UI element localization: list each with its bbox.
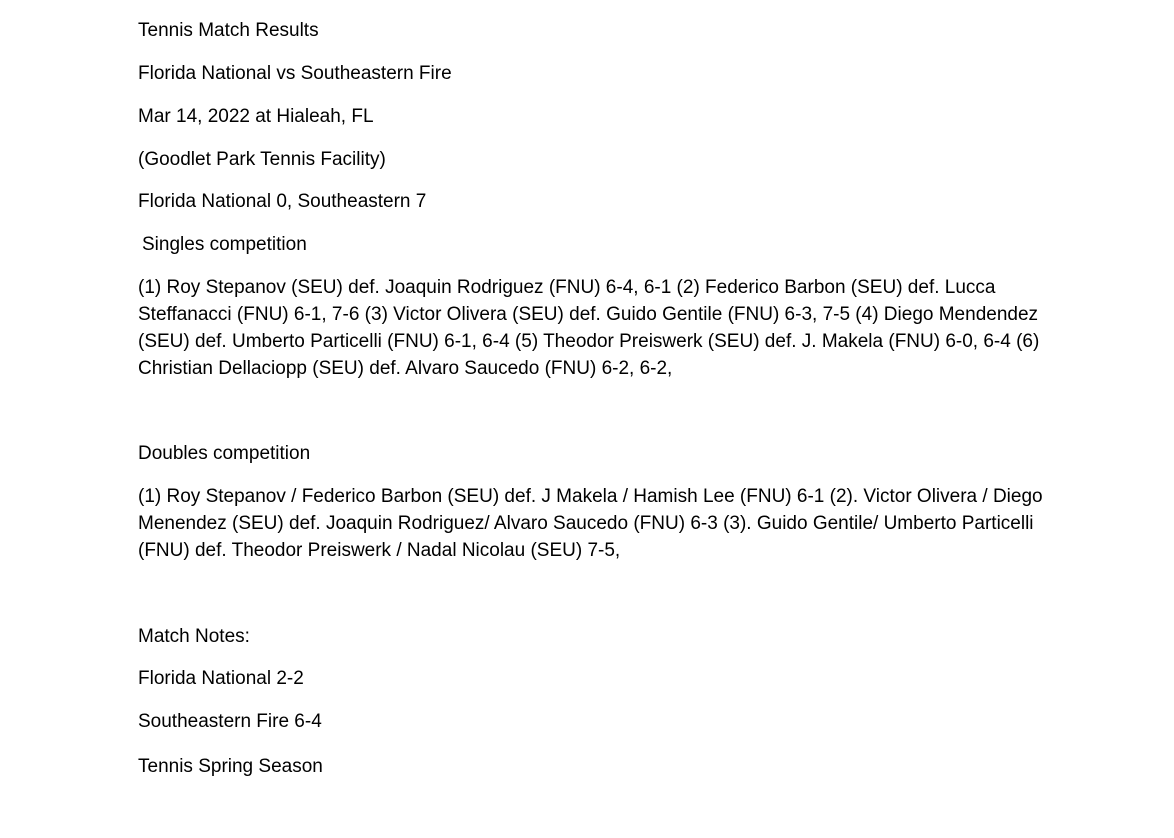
note-season: Tennis Spring Season	[138, 756, 323, 777]
singles-results: (1) Roy Stepanov (SEU) def. Joaquin Rodriguez (FNU) 6-4, 6-1 (2) Federico Barbon (SEU) def. Lucca Steffanacci (FNU) 6-1, 7-6 (3) Victor Olivera (SEU) def. Guido Gentile (FNU) 6-3, 7-5 (4) Diego Mendendez (SEU) def. Umberto Particelli (FNU) 6-1, 6-4 (5) Theodor Preiswerk (SEU) def. J. Makela (FNU) 6-0, 6-4 (6) Christian Dellaciopp (SEU) def. Alvaro Saucedo (FNU) 6-2, 6-2,	[138, 277, 1040, 379]
note-southeastern-record: Southeastern Fire 6-4	[138, 711, 322, 732]
matchup: Florida National vs Southeastern Fire	[138, 63, 452, 84]
doubles-results: (1) Roy Stepanov / Federico Barbon (SEU) def. J Makela / Hamish Lee (FNU) 6-1 (2). Victor Olivera / Diego Menendez (SEU) def. Joaquin Rodriguez/ Alvaro Saucedo (FNU) 6-3 (3). Guido Gentile/ Umberto Particelli (FNU) def. Theodor Preiswerk / Nadal Nicolau (SEU) 7-5,	[138, 486, 1043, 561]
singles-heading: Singles competition	[142, 234, 307, 255]
document-title: Tennis Match Results	[138, 20, 319, 41]
final-score: Florida National 0, Southeastern 7	[138, 191, 427, 212]
venue: (Goodlet Park Tennis Facility)	[138, 149, 386, 170]
date-location: Mar 14, 2022 at Hialeah, FL	[138, 106, 374, 127]
notes-heading: Match Notes:	[138, 626, 250, 647]
doubles-heading: Doubles competition	[138, 443, 311, 464]
note-florida-record: Florida National 2-2	[138, 668, 304, 689]
